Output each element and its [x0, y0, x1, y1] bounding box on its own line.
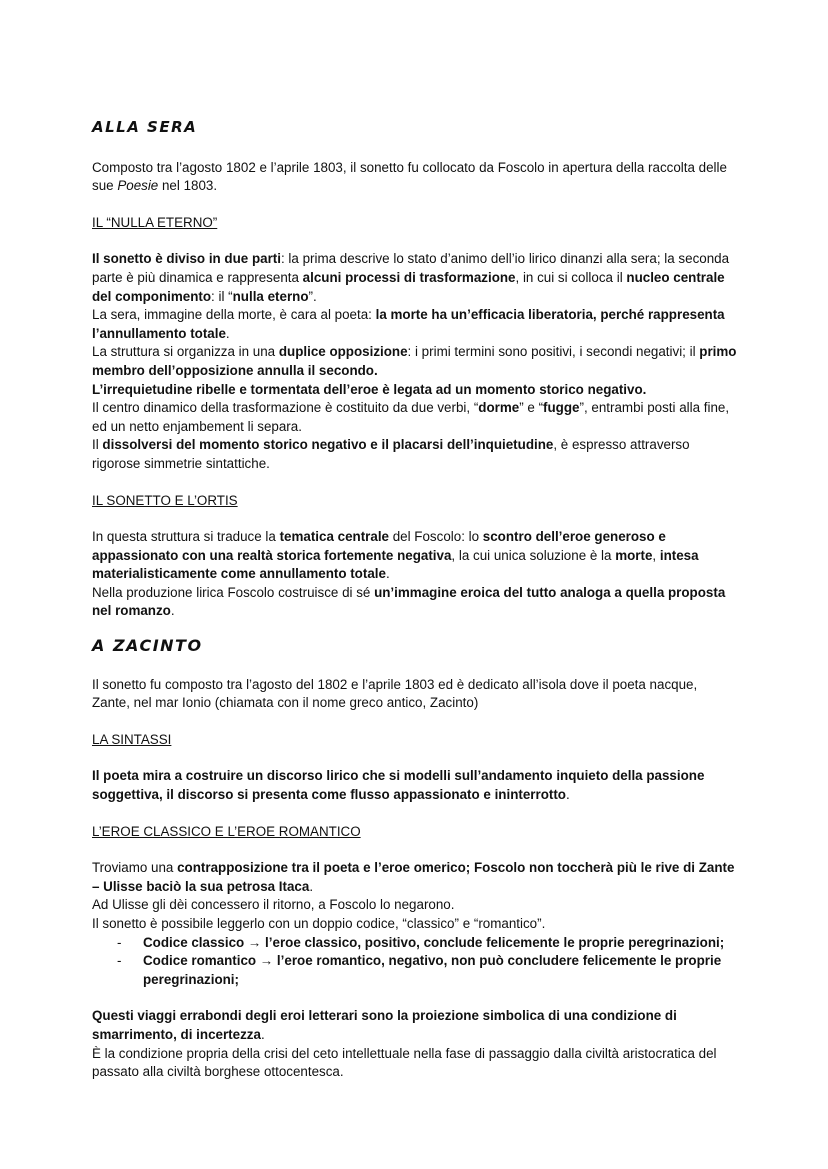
subheading-sonetto-ortis: IL SONETTO E L’ORTIS [92, 492, 238, 508]
sonetto-ortis-body [92, 528, 738, 621]
paragraph: L’irrequietudine ribelle e tormentata dell’eroe è legata ad un momento storico negativo. [92, 381, 647, 397]
final-body [92, 1007, 738, 1081]
list-item: - Codice classico → l’eroe classico, positivo, conclude felicemente le proprie peregrinazioni; [92, 934, 738, 953]
paragraph: Questi viaggi errabondi degli eroi letterari sono la proiezione simbolica di una condizione di smarrimento, di incertezza. [92, 1008, 677, 1042]
paragraph: Il dissolversi del momento storico negativo e il placarsi dell’inquietudine, è espresso attraverso rigorose simmetrie sintattiche. [92, 437, 690, 471]
paragraph: Troviamo una contrapposizione tra il poeta e l’eroe omerico; Foscolo non toccherà più le rive di Zante – Ulisse baciò la sua petrosa Itaca. [92, 860, 735, 894]
paragraph: È la condizione propria della crisi del ceto intellettuale nella fase di passaggio dalla civiltà aristocratica del passato alla civiltà borghese ottocentesca. [92, 1045, 717, 1080]
alla-sera-intro: Composto tra l’agosto 1802 e l’aprile 1803, il sonetto fu collocato da Foscolo in apertura della raccolta delle sue Poesie nel 1803. [92, 159, 727, 194]
paragraph: Ad Ulisse gli dèi concessero il ritorno, a Foscolo lo negarono. [92, 897, 455, 913]
subheading-eroe-classico-romantico: L’EROE CLASSICO E L’EROE ROMANTICO [92, 823, 361, 839]
subheading-sintassi: LA SINTASSI [92, 731, 172, 747]
subheading-nulla-eterno: IL “NULLA ETERNO” [92, 214, 218, 230]
sintassi-body: Il poeta mira a costruire un discorso lirico che si modelli sull’andamento inquieto della passione soggettiva, il discorso si presenta come flusso appassionato e ininterrotto. [92, 768, 705, 803]
paragraph: Il centro dinamico della trasformazione è costituito da due verbi, “dorme” e “fugge”, entrambi posti alla fine, ed un netto enjambement li separa. [92, 400, 730, 434]
codice-list [92, 934, 738, 990]
paragraph: La sera, immagine della morte, è cara al poeta: la morte ha un’efficacia liberatoria, perché rappresenta l’annullamento totale. [92, 307, 725, 341]
paragraph: Nella produzione lirica Foscolo costruisce di sé un’immagine eroica del tutto analoga a quella proposta nel romanzo. [92, 584, 726, 619]
paragraph: In questa struttura si traduce la tematica centrale del Foscolo: lo scontro dell’eroe generoso e appassionato con una realtà storica fortemente negativa, la cui unica soluzione è la morte, intesa materialisticamente come annullamento totale. [92, 529, 699, 582]
a-zacinto-intro: Il sonetto fu composto tra l’agosto del 1802 e l’aprile 1803 ed è dedicato all’isola dove il poeta nacque, Zante, nel mar Ionio (chiamata con il nome greco antico, Zacinto) [92, 676, 698, 711]
paragraph: Il sonetto è diviso in due parti: la prima descrive lo stato d’animo dell’io lirico dinanzi alla sera; la seconda parte è più dinamica e rappresenta alcuni processi di trasformazione, in cui si colloca il nucleo centrale del componimento: il “nulla eterno”. [92, 251, 730, 304]
list-item: - Codice romantico → l’eroe romantico, negativo, non può concludere felicemente le proprie peregrinazioni; [92, 952, 738, 989]
nulla-eterno-body [92, 250, 738, 473]
section-title-a-zacinto: A ZACINTO [92, 636, 203, 656]
eroe-body [92, 859, 738, 933]
section-title-alla-sera: ALLA SERA [92, 118, 198, 136]
paragraph: Il sonetto è possibile leggerlo con un doppio codice, “classico” e “romantico”. [92, 916, 546, 931]
paragraph: La struttura si organizza in una duplice opposizione: i primi termini sono positivi, i secondi negativi; il primo membro dell’opposizione annulla il secondo. [92, 344, 737, 378]
